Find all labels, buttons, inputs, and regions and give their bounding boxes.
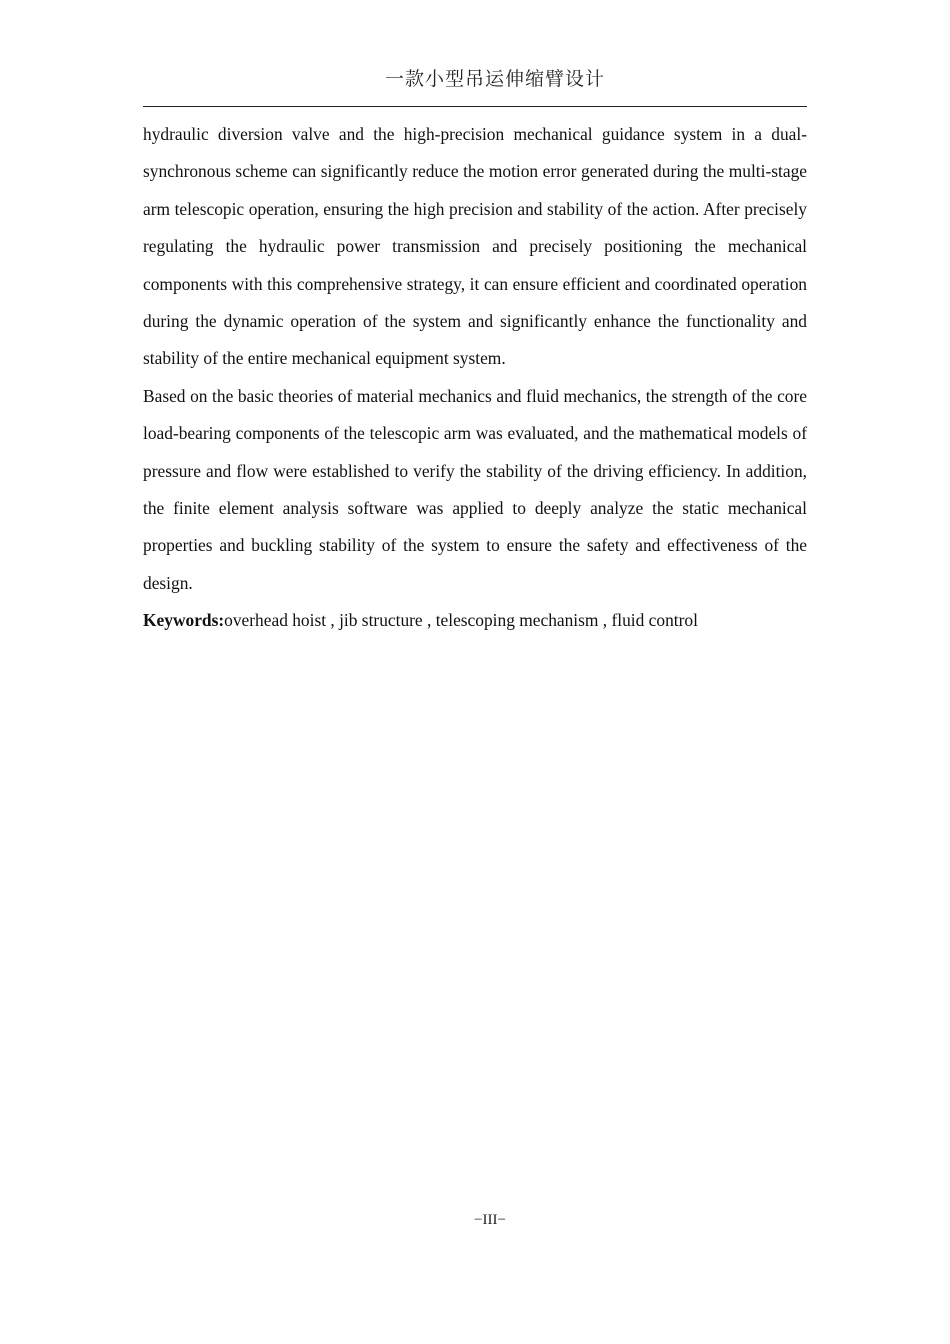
abstract-body: [143, 116, 807, 640]
keywords-line: [143, 602, 807, 639]
abstract-paragraph-1: hydraulic diversion valve and the high-precision mechanical guidance system in a dual-synchronous scheme can significantly reduce the motion error generated during the multi-stage arm telescopic operation, ensuring the high precision and stability of the action. After precisely regulating the hydraulic power transmission and precisely positioning the mechanical components with this comprehensive strategy, it can ensure efficient and coordinated operation during the dynamic operation of the system and significantly enhance the functionality and stability of the entire mechanical equipment system.: [143, 124, 807, 369]
keywords-text: overhead hoist , jib structure , telescoping mechanism , fluid control: [224, 610, 698, 631]
header-divider: [143, 106, 807, 107]
running-header-title: 一款小型吊运伸缩臂设计: [384, 68, 605, 90]
keywords-label: Keywords:: [143, 610, 225, 631]
page-number: −III−: [474, 1212, 506, 1228]
abstract-paragraph-2: Based on the basic theories of material mechanics and fluid mechanics, the strength of the core load-bearing components of the telescopic arm was evaluated, and the mathematical models of pressure and flow were established to verify the stability of the driving efficiency. In addition, the finite element analysis software was applied to deeply analyze the static mechanical properties and buckling stability of the system to ensure the safety and effectiveness of the design.: [143, 385, 807, 593]
